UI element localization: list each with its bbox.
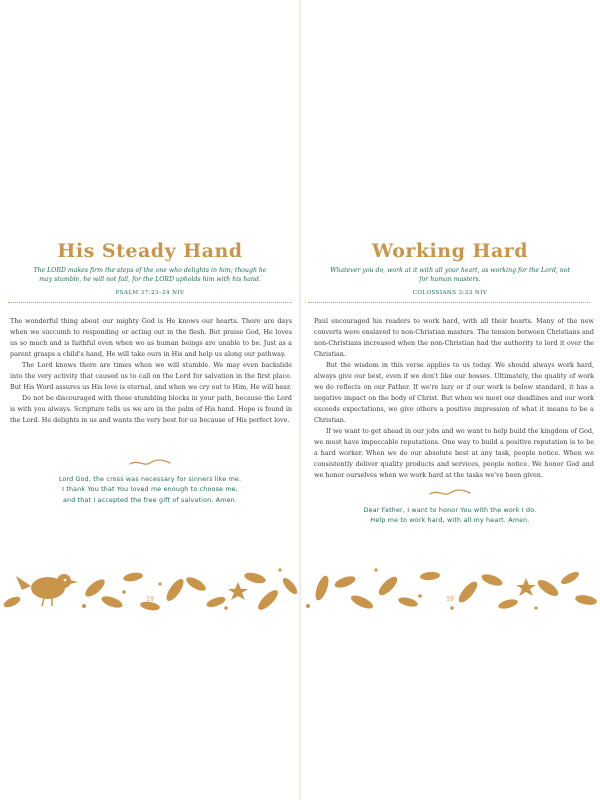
dot-icon — [450, 606, 454, 610]
swash-divider-icon — [428, 488, 472, 498]
leaf-icon — [2, 595, 22, 610]
body-paragraph: If we want to get ahead in our jobs and we want to help build the kingdom of God, we must have impeccable reputations. One way to build a positive reputation is to be a hard worker. When we do our absolute best at any task, people notice. When we consistently deliver quality products and services, people notice. We honor God and we honor ourselves when we work hard at the tasks we've been given. — [314, 427, 594, 479]
right-page-verse: Whatever you do, work at it with all your heart, as working for the Lord, not for human masters. — [330, 267, 570, 284]
right-page-body — [314, 316, 594, 481]
leaf-icon — [184, 575, 208, 594]
prayer-line: Dear Father, I want to honor You with the work I do. — [363, 507, 537, 514]
left-page-prayer — [0, 475, 300, 506]
leaf-icon — [100, 594, 124, 610]
leaf-icon — [559, 570, 580, 587]
dot-icon — [224, 606, 228, 610]
right-floral-border — [300, 562, 600, 614]
left-floral-border — [0, 562, 300, 614]
star-icon — [228, 582, 248, 600]
leaf-icon — [83, 576, 108, 599]
prayer-line: and that I accepted the free gift of salvation. Amen. — [62, 496, 238, 504]
left-page-title: His Steady Hand — [57, 240, 243, 262]
dot-icon — [122, 590, 126, 594]
leaf-icon — [349, 593, 375, 611]
leaf-icon — [163, 576, 186, 603]
leaf-icon — [205, 595, 227, 609]
left-page-body — [10, 316, 292, 426]
bird-icon — [16, 574, 78, 606]
leaf-icon — [313, 574, 331, 602]
right-page — [300, 0, 600, 800]
leaf-icon — [480, 572, 504, 588]
leaf-icon — [333, 574, 357, 590]
dot-icon — [374, 568, 377, 571]
left-page-verse-ref: PSALM 37:23–24 NIV — [115, 290, 185, 296]
leaf-icon — [420, 571, 441, 581]
body-paragraph: But the wisdom in this verse applies to us today. We should always work hard, always give our best, even if we don't like our bosses. Ultimately, the quality of work we do reflects on our Father. If we're lazy or if our work is below standard, it has a negative impact on the body of Christ. But when we meet our deadlines and our work exceeds expectations, we give others a positive impression of what it means to be a Christian. — [314, 361, 594, 424]
left-page-dotted-rule — [8, 302, 292, 303]
leaf-icon — [376, 574, 400, 598]
right-page-dotted-rule — [308, 302, 590, 303]
swash-divider-icon — [128, 458, 172, 468]
body-paragraph: Paul encouraged his readers to work hard, with all their hearts. Many of the new converts were enslaved to non-Christian masters. The tension between Christians and non-Christians increased when the non-Christian had the authority to lord it over the Christian. — [314, 317, 594, 358]
right-page-prayer — [300, 506, 600, 527]
right-page-verse-ref: COLOSSIANS 3:23 NIV — [412, 290, 488, 296]
dot-icon — [306, 604, 310, 608]
prayer-line: Lord God, the cross was necessary for sinners like me. — [58, 476, 242, 483]
leaf-icon — [281, 576, 300, 596]
leaf-icon — [255, 587, 280, 612]
star-icon — [516, 578, 536, 596]
prayer-line: I thank You that You loved me enough to choose me, — [62, 486, 238, 494]
dot-icon — [278, 568, 281, 571]
body-paragraph: The wonderful thing about our mighty God is He knows our hearts. There are days when we succumb to responding or acting out in the flesh. But praise God, He loves us so much and is faithful even when we as human beings are unable to be. Just as a parent grasps a child's hand, He will take ours in His and help us along our pathway. — [10, 317, 292, 358]
leaf-icon — [122, 571, 143, 582]
left-page-verse: The LORD makes firm the steps of the one who delights in him; though he may stumble, he will not fall, for the LORD upholds him with his hand. — [33, 267, 267, 284]
leaf-icon — [243, 571, 267, 585]
prayer-line: Help me to work hard, with all my heart. Amen. — [370, 517, 530, 525]
dot-icon — [418, 594, 422, 598]
dot-icon — [82, 604, 86, 608]
body-paragraph: The Lord knows there are times when we will stumble. We may even backslide into the very activity that caused us to call on the Lord for salvation in the first place. But His Word assures us His love is eternal, and when we cry out to Him, He will hear. — [10, 361, 292, 391]
body-paragraph: Do not be discouraged with those stumbling blocks in your path, because the Lord is with you always. Scripture tells us we are in the palm of His hand. Hope is found in the Lord. He delights in us and wants the very best for us because of His perfect love. — [10, 394, 292, 424]
right-page-number: 19 — [446, 596, 454, 603]
leaf-icon — [497, 598, 518, 611]
leaf-icon — [397, 596, 418, 609]
leaf-icon — [574, 594, 597, 607]
dot-icon — [158, 582, 161, 585]
dot-icon — [534, 606, 537, 609]
leaf-icon — [535, 577, 560, 599]
left-page-number: 18 — [146, 596, 154, 603]
right-page-title: Working Hard — [371, 240, 529, 262]
